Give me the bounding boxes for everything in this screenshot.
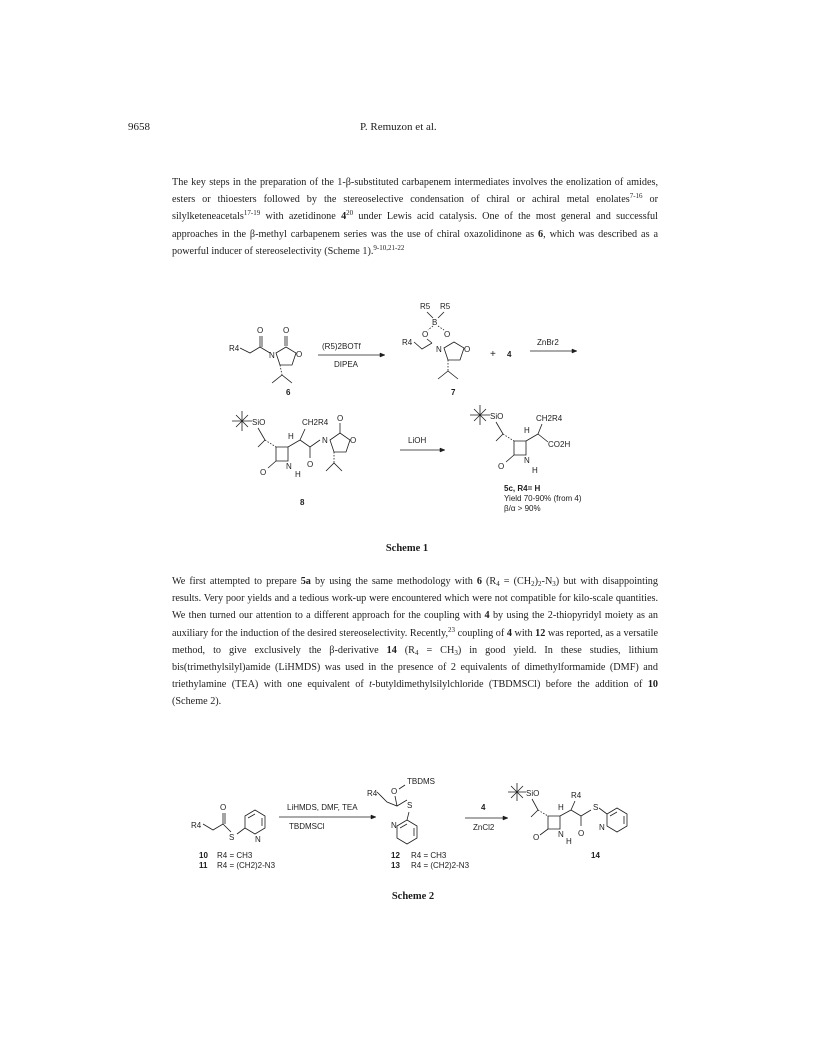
para2-sub-2: 2 xyxy=(531,580,535,588)
s1-7-o1: O xyxy=(422,330,429,339)
para1-compound-6: 6 xyxy=(538,228,544,240)
para2-text-13: = CH xyxy=(418,644,455,656)
para2-text-4: = (CH xyxy=(499,576,532,587)
s2-14-r4: R4 xyxy=(571,791,582,800)
para2-compound-12: 12 xyxy=(535,627,546,639)
scheme2-arrow-2 xyxy=(465,803,508,832)
para2-sub-4: 3 xyxy=(552,580,556,588)
s1-5c-ch2r4: CH2R4 xyxy=(536,414,563,423)
s2-label-10: 10 xyxy=(199,851,208,860)
s1-8-ch2r4: CH2R4 xyxy=(302,418,329,427)
s2-reagent-tbdmscl: TBDMSCl xyxy=(289,822,325,831)
para2-text-11: was reported, as a versatile method, to give exclusively the β-derivative xyxy=(172,627,658,656)
s1-8-o-amide: O xyxy=(307,460,314,469)
s1-label-8: 8 xyxy=(300,498,305,507)
s1-8-o-lactam: O xyxy=(260,468,267,477)
compound-14-structure xyxy=(508,783,627,860)
s2-10-n: N xyxy=(255,835,261,844)
scheme2-arrow-1 xyxy=(279,803,376,831)
s2-label-10-desc: R4 = CH3 xyxy=(217,851,253,860)
s2-reagent-zncl2: ZnCl2 xyxy=(473,823,495,832)
s2-12-n: N xyxy=(391,821,397,830)
s2-14-s: S xyxy=(593,803,599,812)
s1-reagent-znbr2: ZnBr2 xyxy=(537,338,559,347)
para2-text-10: with xyxy=(511,627,536,639)
compound-5c-structure xyxy=(470,405,582,513)
s1-8-h-nh: H xyxy=(295,470,301,479)
s1-label-7: 7 xyxy=(451,388,456,397)
s2-12-o: O xyxy=(391,787,398,796)
para1-ref-2: 17-19 xyxy=(243,209,261,218)
s1-5c-n: N xyxy=(524,456,530,465)
para1-compound-4: 4 xyxy=(341,211,347,223)
para1-text-3: with azetidinone xyxy=(260,211,342,223)
s2-reagent-lihmds: LiHMDS, DMF, TEA xyxy=(287,803,358,812)
paragraph-intro xyxy=(172,174,658,260)
paragraph-methodology xyxy=(172,573,658,711)
s1-reagent-dipea: DIPEA xyxy=(334,360,359,369)
s2-14-o: O xyxy=(578,829,585,838)
s2-10-o: O xyxy=(220,803,227,812)
s2-14-o-lactam: O xyxy=(533,833,540,842)
s1-7-o2: O xyxy=(444,330,451,339)
scheme1-arrow-1 xyxy=(318,342,385,369)
para2-sub-5: 4 xyxy=(414,648,419,657)
s1-6-n: N xyxy=(269,351,275,360)
para2-text-6: -N xyxy=(541,576,553,587)
s1-label-6: 6 xyxy=(286,388,291,397)
s2-14-sio: SiO xyxy=(526,789,540,798)
compound-10-structure xyxy=(191,803,276,870)
para1-ref-1: 7-16 xyxy=(629,192,643,201)
para1-text-1: The key steps in the preparation of the 1-β-substituted carbapenem intermediates involves the enolization of amides, esters or thioesters followed by the stereoselective condensation of chiral or achiral metal enolates xyxy=(172,177,658,206)
para1-text-2: or silylketeneacetals xyxy=(172,194,658,223)
s2-label-14: 14 xyxy=(591,851,600,860)
para2-compound-6: 6 xyxy=(476,576,482,587)
s1-5c-o: O xyxy=(498,462,505,471)
s2-label-13: 13 xyxy=(391,861,400,870)
s1-8-n-ox: N xyxy=(322,436,328,445)
s1-7-b: B xyxy=(432,318,438,327)
page-number: 9658 xyxy=(128,121,150,133)
para2-text-9: coupling of xyxy=(455,627,507,639)
s1-8-o-ox: O xyxy=(337,414,344,423)
scheme1-arrow-3 xyxy=(400,436,445,452)
para1-text-5: , which was described as a powerful inducer of stereoselectivity (Scheme 1). xyxy=(172,228,658,257)
s2-12-tbdms: TBDMS xyxy=(407,777,435,786)
s1-6-o1: O xyxy=(257,326,264,335)
s2-reagent-4: 4 xyxy=(481,803,486,812)
para1-ref-4: 9-10,21-22 xyxy=(373,243,405,252)
para2-text-5: ) xyxy=(534,576,539,587)
scheme-2-caption: Scheme 2 xyxy=(391,891,435,902)
para2-sub-3: 2 xyxy=(538,580,542,588)
s1-6-r4: R4 xyxy=(229,344,240,353)
para1-text-4: under Lewis acid catalysis. One of the most general and successful approaches in the β-methyl carbapenem series was the use of chiral oxazolidinone as xyxy=(172,211,658,240)
s1-compound-4: 4 xyxy=(507,350,512,359)
s1-7-n: N xyxy=(436,345,442,354)
compound-7-structure xyxy=(402,302,470,397)
para2-compound-4a: 4 xyxy=(484,610,490,622)
s2-label-11-desc: R4 = (CH2)2-N3 xyxy=(217,861,276,870)
s1-6-o2: O xyxy=(283,326,290,335)
s2-12-r4: R4 xyxy=(367,789,378,798)
s2-14-h-nh: H xyxy=(566,837,572,846)
s2-label-13-desc: R4 = (CH2)2-N3 xyxy=(411,861,470,870)
para1-ref-3: 20 xyxy=(346,209,354,218)
para2-text-2: by using the same methodology with xyxy=(310,576,477,587)
s1-5c-h: H xyxy=(524,426,530,435)
scheme-1-caption: Scheme 1 xyxy=(385,543,429,554)
s2-label-12-desc: R4 = CH3 xyxy=(411,851,447,860)
running-head: P. Remuzon et al. xyxy=(360,121,437,133)
scheme-1-figure xyxy=(200,295,630,565)
para2-sub-1: 4 xyxy=(496,580,500,588)
para2-text-12: (R xyxy=(396,644,415,656)
para2-text-14: ) in good yield. In these studies, lithium bis(trimethylsilyl)amide (LiHMDS) was used in the presence of 2 equivalents of dimethylformamide (DMF) and triethylamine (TEA) with one equivalent of xyxy=(172,644,658,691)
s1-reagent-lioh: LiOH xyxy=(408,436,427,445)
para2-text-7: ) but with disappointing results. Very poor yields and a tedious work-up were encountered which were not compatible for kilo-scale quantities. We then turned our attention to a different approach for the coupling with xyxy=(172,576,658,622)
para2-text-16: -butyldimethylsilylchloride (TBDMSCl) before the addition of xyxy=(371,679,648,691)
s1-5c-label: 5c, R4= H xyxy=(504,484,541,493)
para2-ref-23: 23 xyxy=(448,625,456,634)
scheme-2-figure xyxy=(185,778,655,878)
para2-text-8: by using the 2-thiopyridyl moiety as an auxiliary for the induction of the desired stereoselectivity. Recently, xyxy=(172,610,658,639)
s1-5c-ratio: β/α > 90% xyxy=(504,504,541,513)
s1-6-o3: O xyxy=(296,350,303,359)
compound-8-structure xyxy=(232,411,356,507)
para2-text-1: We first attempted to prepare xyxy=(172,576,301,587)
s1-8-o-ring: O xyxy=(350,436,357,445)
s1-8-sio: SiO xyxy=(252,418,266,427)
para2-text-3: (R xyxy=(481,576,497,587)
para2-text-17: (Scheme 2). xyxy=(172,696,222,708)
s1-7-r5-left: R5 xyxy=(420,302,431,311)
s2-10-r4: R4 xyxy=(191,821,202,830)
compound-6-structure xyxy=(229,326,302,397)
s1-reagent-boron: (R5)2BOTf xyxy=(322,342,361,351)
s2-14-h: H xyxy=(558,803,564,812)
para2-italic-t: t xyxy=(369,679,372,691)
para2-sub-6: 3 xyxy=(454,648,458,657)
s1-5c-h-nh: H xyxy=(532,466,538,475)
compound-12-structure xyxy=(367,777,470,870)
s1-5c-co2h: CO2H xyxy=(548,440,571,449)
s1-8-n: N xyxy=(286,462,292,471)
s2-label-12: 12 xyxy=(391,851,400,860)
s2-12-s: S xyxy=(407,801,413,810)
s2-14-n: N xyxy=(558,830,564,839)
para2-compound-4b: 4 xyxy=(506,627,512,639)
s2-label-11: 11 xyxy=(199,861,208,870)
s2-10-s: S xyxy=(229,833,235,842)
s1-7-o3: O xyxy=(464,345,471,354)
scheme1-arrow-2 xyxy=(530,338,577,353)
s1-7-r5-right: R5 xyxy=(440,302,451,311)
s2-14-n-py: N xyxy=(599,823,605,832)
para2-compound-14: 14 xyxy=(386,644,397,656)
para2-compound-5a: 5a xyxy=(300,576,311,587)
s1-plus: + xyxy=(490,349,496,360)
s1-7-r4: R4 xyxy=(402,338,413,347)
s1-5c-yield: Yield 70-90% (from 4) xyxy=(504,494,582,503)
s1-5c-sio: SiO xyxy=(490,412,504,421)
para2-compound-10: 10 xyxy=(647,679,658,691)
s1-8-h: H xyxy=(288,432,294,441)
